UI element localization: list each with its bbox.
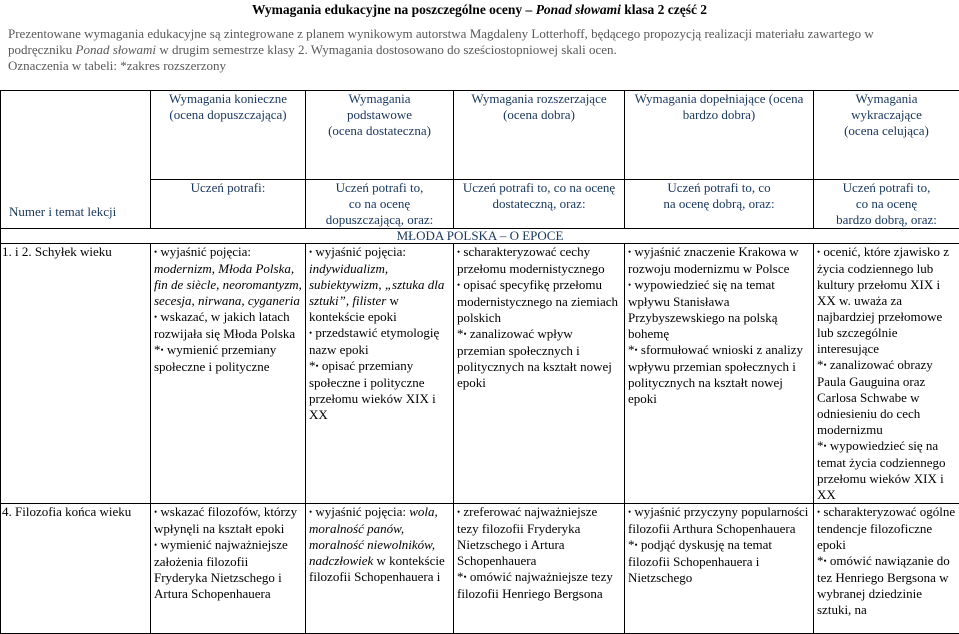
table-row (1, 244, 959, 504)
item-text: w kontekście epoki (309, 293, 399, 324)
item-text: zanalizować wpływ przemian społecznych i politycznych na kształt nowej epoki (457, 326, 612, 390)
bullet-icon: • (309, 247, 312, 257)
item-text: opisać przemiany społeczne i polityczne przełomu wieków XIX i XX (309, 358, 436, 422)
bullet-icon: • (309, 328, 312, 338)
item-text: wskazać filozofów, którzy wpłynęli na kształt epoki (154, 504, 297, 536)
header-complementary: Wymagania dopełniające (ocena bardzo dobra) (625, 91, 814, 180)
sub-beyond-1: Uczeń potrafi to, (817, 180, 956, 196)
bullet-icon: • (154, 540, 157, 550)
item-text: zanalizować obrazy Paula Gauguina oraz Carlosa Schwabe w odniesieniu do cech modernizmu (817, 357, 933, 437)
table-row (1, 504, 959, 634)
intro-line-2c: w drugim semestrze klasy 2. Wymagania dostosowano do sześciostopniowej skali ocen. (156, 42, 617, 57)
list-item (628, 504, 810, 537)
bullet-icon: • (628, 280, 631, 290)
bullet-icon: • (635, 345, 638, 355)
sub-basic-3: dopuszczającą, oraz: (309, 212, 450, 228)
intro-line-1: Prezentowane wymagania edukacyjne są zintegrowane z planem wynikowym autorstwa Magdaleny Lotterhoff, będącego propozycją realizacji materiału zawartego w (8, 26, 953, 42)
header-extended: Wymagania rozszerzające (ocena dobra) (454, 91, 625, 180)
intro-line-3: Oznaczenia w tabeli: *zakres rozszerzony (8, 58, 953, 74)
item-text: wyjaśnić znaczenie Krakowa w rozwoju modernizmu w Polsce (628, 244, 799, 276)
list-item: *• omówić najważniejsze tezy filozofii Henriego Bergsona (457, 569, 621, 602)
item-text: wskazać, w jakich latach rozwijała się Młoda Polska (154, 309, 295, 341)
list-item (154, 244, 302, 309)
beyond-cell (814, 244, 959, 504)
sub-basic-2: co na ocenę (309, 196, 450, 212)
bullet-icon: • (464, 329, 467, 339)
item-text: wymienić najważniejsze założenia filozofii Fryderyka Nietzschego i Artura Schopenhauera (154, 537, 288, 601)
header-basic-2: podstawowe (309, 107, 450, 123)
necessary-cell (151, 504, 306, 634)
basic-cell (306, 504, 454, 634)
item-text: wymienić przemiany społeczne i polityczne (154, 342, 276, 374)
list-item (457, 244, 621, 277)
list-item (628, 277, 810, 342)
header-beyond-2: wykraczające (817, 107, 956, 123)
list-item: *• wypowiedzieć się na temat życia codziennego przełomu wieków XIX i XX (817, 438, 956, 503)
header-basic (306, 91, 454, 180)
section-row (1, 229, 959, 244)
list-item (154, 309, 302, 342)
sub-complementary-2: na ocenę dobrą, oraz: (628, 196, 810, 212)
list-item (154, 537, 302, 602)
item-text: wyjaśnić przyczyny popularności filozofii Arthura Schopenhauera (628, 504, 808, 536)
item-text: scharakteryzować cechy przełomu modernistycznego (457, 244, 605, 276)
requirements-table (0, 90, 959, 634)
list-item: *• wymienić przemiany społeczne i polityczne (154, 342, 302, 375)
header-necessary: Wymagania konieczne (ocena dopuszczająca) (151, 91, 306, 180)
sub-basic-1: Uczeń potrafi to, (309, 180, 450, 196)
header-lesson: Numer i temat lekcji (1, 91, 151, 229)
item-text: opisać specyfikę przełomu modernistycznego na ziemiach polskich (457, 277, 618, 325)
header-beyond (814, 91, 959, 180)
bullet-icon: • (457, 507, 460, 517)
list-item: *• opisać przemiany społeczne i polityczne przełomu wieków XIX i XX (309, 358, 450, 423)
bullet-icon: • (824, 441, 827, 451)
list-item: *• podjąć dyskusję na temat filozofii Schopenhauera i Nietzschego (628, 537, 810, 586)
list-item (154, 504, 302, 537)
extended-cell (454, 504, 625, 634)
list-item (817, 504, 956, 553)
title-prefix: Wymagania edukacyjne na poszczególne oceny – (252, 2, 536, 17)
sub-basic (306, 180, 454, 229)
bullet-icon: • (817, 247, 820, 257)
item-text: ocenić, które zjawisko z życia codziennego lub kultury przełomu XIX i XX w. uważa za najbardziej przełomowe lub szczególnie interesujące (817, 244, 949, 356)
item-text: wyjaśnić pojęcia: (315, 244, 406, 259)
necessary-cell (151, 244, 306, 504)
sub-beyond-3: bardzo dobrą, oraz: (817, 212, 956, 228)
intro-text (8, 26, 953, 74)
sub-beyond-2: co na ocenę (817, 196, 956, 212)
sub-extended (454, 180, 625, 229)
bullet-icon: • (154, 247, 157, 257)
item-text: w kontekście filozofii Schopenhauera i (309, 553, 445, 584)
intro-book-title: Ponad słowami (76, 42, 157, 57)
item-text: wypowiedzieć się na temat wpływu Stanisława Przybyszewskiego na polską bohemę (628, 277, 777, 341)
sub-beyond (814, 180, 959, 229)
title-suffix: klasa 2 część 2 (621, 2, 707, 17)
lesson-topic: 4. Filozofia końca wieku (1, 504, 151, 634)
bullet-icon: • (161, 345, 164, 355)
section-title: MŁODA POLSKA – O EPOCE (1, 229, 959, 244)
item-text: omówić najważniejsze tezy filozofii Henriego Bergsona (457, 569, 613, 601)
item-text: scharakteryzować ogólne tendencje filozoficzne epoki (817, 504, 955, 552)
item-text: zreferować najważniejsze tezy filozofii Fryderyka Nietzschego i Artura Schopenhauera (457, 504, 597, 568)
bullet-icon: • (464, 572, 467, 582)
header-row (1, 91, 959, 180)
item-text: wypowiedzieć się na temat życia codziennego przełomu wieków XIX i XX (817, 438, 946, 502)
sub-complementary-1: Uczeń potrafi to, co (628, 180, 810, 196)
item-terms: wola, moralność panów, moralność niewolników, nadczłowiek (309, 504, 438, 568)
item-terms: indywidualizm, subiektywizm, „sztuka dla sztuki”, filister (309, 261, 444, 308)
complementary-cell (625, 244, 814, 504)
item-text: wyjaśnić pojęcia: (315, 504, 406, 519)
header-basic-3: (ocena dostateczna) (309, 123, 450, 139)
sub-complementary (625, 180, 814, 229)
page-title (0, 2, 959, 18)
item-text: omówić nawiązanie do tez Henriego Bergsona w wybranej dziedzinie sztuki, na (817, 553, 950, 617)
beyond-cell (814, 504, 959, 634)
sub-extended-2: dostateczną, oraz: (457, 196, 621, 212)
bullet-icon: • (154, 312, 157, 322)
bullet-icon: • (154, 507, 157, 517)
header-basic-1: Wymagania (309, 91, 450, 107)
list-item: *• zanalizować obrazy Paula Gauguina oraz Carlosa Schwabe w odniesieniu do cech modernizmu (817, 357, 956, 438)
bullet-icon: • (635, 540, 638, 550)
list-item: *• zanalizować wpływ przemian społecznych i politycznych na kształt nowej epoki (457, 326, 621, 391)
item-text: przedstawić etymologię nazw epoki (309, 325, 439, 357)
bullet-icon: • (457, 280, 460, 290)
bullet-icon: • (628, 507, 631, 517)
list-item (309, 325, 450, 358)
complementary-cell (625, 504, 814, 634)
list-item (309, 244, 450, 325)
lesson-topic: 1. i 2. Schyłek wieku (1, 244, 151, 504)
header-beyond-1: Wymagania (817, 91, 956, 107)
list-item (309, 504, 450, 585)
bullet-icon: • (457, 247, 460, 257)
list-item (817, 244, 956, 357)
bullet-icon: • (824, 556, 827, 566)
item-text: wyjaśnić pojęcia: (160, 244, 251, 259)
sub-extended-1: Uczeń potrafi to, co na ocenę (457, 180, 621, 196)
list-item: *• sformułować wnioski z analizy wpływu przemian społecznych i politycznych na kształt nowej epoki (628, 342, 810, 407)
list-item: *• omówić nawiązanie do tez Henriego Bergsona w wybranej dziedzinie sztuki, na (817, 553, 956, 618)
intro-line-2a: podręczniku (8, 42, 76, 57)
title-book: Ponad słowami (536, 2, 621, 17)
item-terms: modernizm, Młoda Polska, fin de siècle, neoromantyzm, secesja, nirwana, cyganeria (154, 261, 302, 308)
list-item (628, 244, 810, 277)
bullet-icon: • (628, 247, 631, 257)
bullet-icon: • (309, 507, 312, 517)
header-beyond-3: (ocena celująca) (817, 123, 956, 139)
basic-cell (306, 244, 454, 504)
bullet-icon: • (316, 361, 319, 371)
list-item (457, 277, 621, 326)
bullet-icon: • (824, 360, 827, 370)
sub-necessary: Uczeń potrafi: (151, 180, 306, 229)
extended-cell (454, 244, 625, 504)
bullet-icon: • (817, 507, 820, 517)
item-text: podjąć dyskusję na temat filozofii Schopenhauera i Nietzschego (628, 537, 772, 585)
intro-line-2 (8, 42, 953, 58)
item-text: sformułować wnioski z analizy wpływu przemian społecznych i politycznych na kształt nowej epoki (628, 342, 803, 406)
list-item (457, 504, 621, 569)
